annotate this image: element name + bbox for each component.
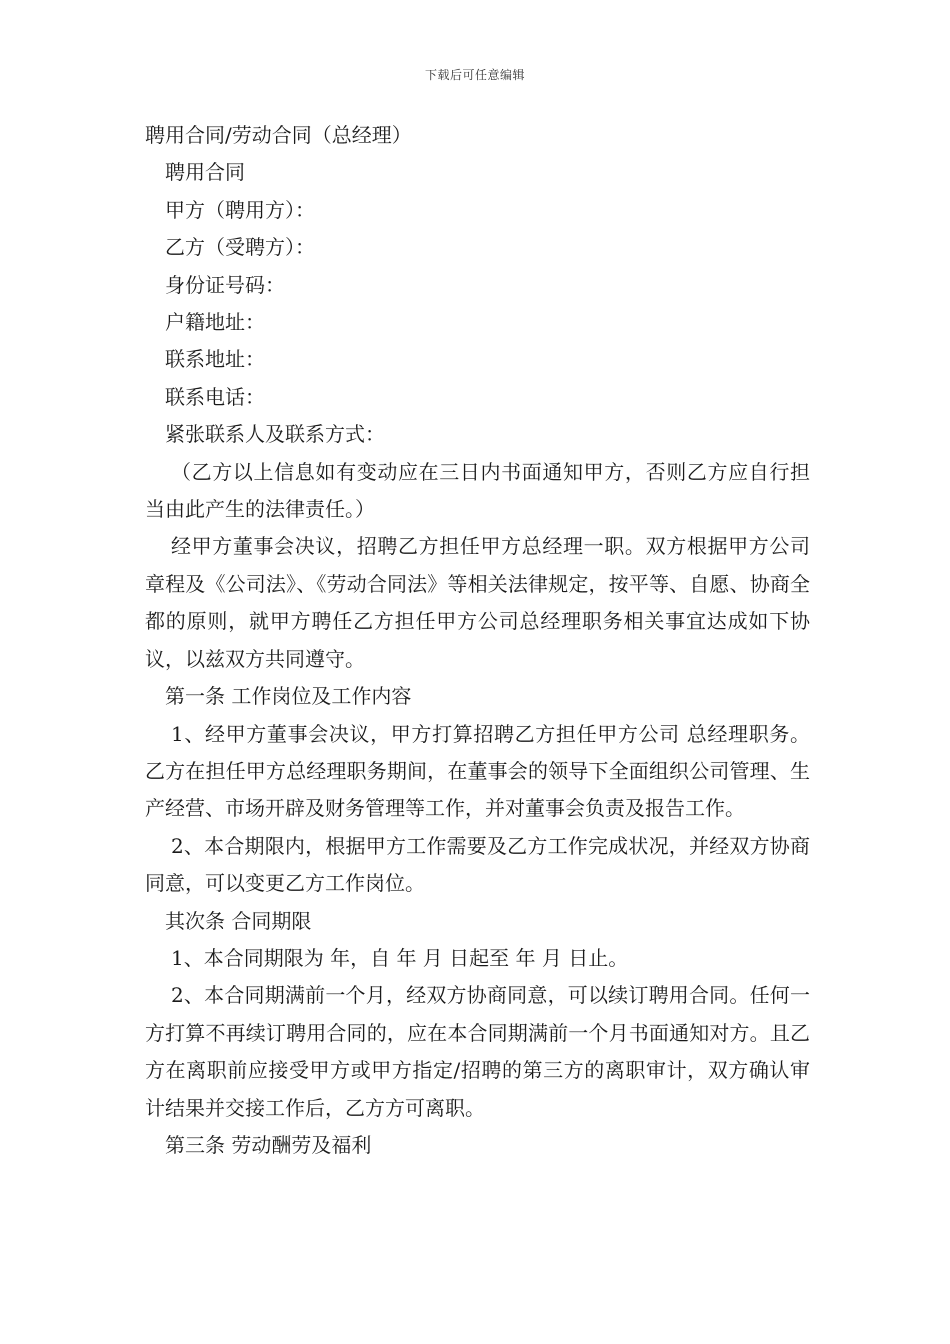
article-2-heading: 其次条 合同期限 <box>165 908 312 933</box>
field-contact-phone: 联系电话： <box>165 384 265 409</box>
article-1-item-2: 2、本合期限内，根据甲方工作需要及乙方工作完成状况，并经双方协商同意，可以变更乙方工作岗位。 <box>145 833 810 896</box>
field-emergency-contact: 紧张联系人及联系方式： <box>165 422 385 447</box>
article-2-item-2: 2、本合同期满前一个月，经双方协商同意，可以续订聘用合同。任何一方打算不再续订聘用合同的，应在本合同期满前一个月书面通知对方。且乙方在离职前应接受甲方或甲方指定/招聘的第三方的离职审计，双方确认审计结果并交接工作后，乙方方可离职。 <box>145 983 810 1120</box>
page-header-note: 下载后可任意编辑 <box>424 68 525 82</box>
document-title: 聘用合同/劳动合同（总经理） <box>145 123 412 147</box>
field-household-address: 户籍地址： <box>165 310 265 335</box>
field-contact-address: 联系地址： <box>165 347 265 372</box>
preamble-paragraph: 经甲方董事会决议，招聘乙方担任甲方总经理一职。双方根据甲方公司章程及《公司法》、《劳动合同法》等相关法律规定，按平等、自愿、协商全都的原则，就甲方聘任乙方担任甲方公司总经理职务相关事宜达成如下协议，以兹双方共同遵守。 <box>145 534 810 671</box>
field-id-number: 身份证号码： <box>165 272 285 297</box>
field-party-b: 乙方（受聘方）： <box>165 235 315 260</box>
info-change-notice: （乙方以上信息如有变动应在三日内书面通知甲方，否则乙方应自行担当由此产生的法律责任。） <box>145 459 810 522</box>
article-1-heading: 第一条 工作岗位及工作内容 <box>165 684 412 709</box>
document-subtitle: 聘用合同 <box>165 160 245 185</box>
article-1-item-1: 1、经甲方董事会决议，甲方打算招聘乙方担任甲方公司 总经理职务。乙方在担任甲方总经理职务期间，在董事会的领导下全面组织公司管理、生产经营、市场开辟及财务管理等工作，并对董事会负责及报告工作。 <box>145 721 810 821</box>
article-2-item-1: 1、本合同期限为 年，自 年 月 日起至 年 月 日止。 <box>171 945 629 970</box>
field-party-a: 甲方（聘用方）： <box>165 197 315 222</box>
article-3-heading: 第三条 劳动酬劳及福利 <box>165 1132 372 1157</box>
document-body <box>145 117 810 1164</box>
